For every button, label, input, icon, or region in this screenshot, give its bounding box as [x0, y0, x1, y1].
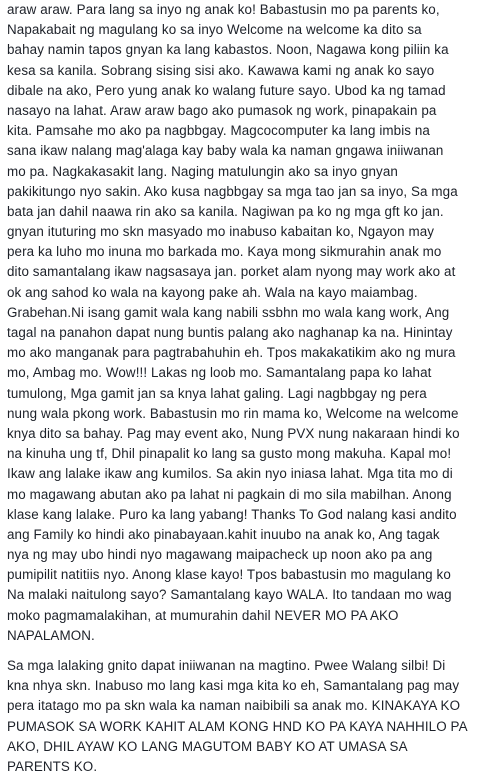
- text-line: bahay namin tapos gnyan ka lang kabastos. Noon, Nagawa kong piliin ka: [7, 42, 449, 58]
- text-line: mo ako manganak para pagtrabahuhin eh. Tpos makakatikim ako ng mura: [7, 345, 456, 361]
- text-line: Ikaw ang lalake ikaw ang kumilos. Sa akin nyo iniasa lahat. Mga tita mo di: [7, 466, 453, 482]
- text-line: kita. Pamsahe mo ako pa nagbbgay. Magcocomputer ka lang imbis na: [7, 123, 430, 139]
- text-line: dibale na ako, Pero yung anak ko walang future sayo. Ubod ka ng tamad: [7, 82, 446, 98]
- text-line: na kinuha ung tf, Dhil pinapalit ko lang sa gusto mong makuha. Kapal mo!: [7, 446, 452, 462]
- text-line: Na malaki naitulong sayo? Samantalang kayo WALA. Ito tandaan mo wag: [7, 587, 452, 603]
- text-line: nya ng may ubo hindi nyo magawang maipacheck up noon ako pa ang: [7, 547, 433, 563]
- text-line: tumulong, Mga gamit jan sa knya lahat galing. Lagi nagbbgay ng pera: [7, 385, 427, 401]
- text-line: gnyan ituturing mo skn masyado mo inabuso kabaitan ko, Ngayon may: [7, 224, 435, 240]
- text-line: tagal na panahon dapat nung buntis palang ako naghanap ka na. Hinintay: [7, 325, 453, 340]
- text-line: Grabehan.Ni isang gamit wala kang nabili ssbhn mo wala kang work, Ang: [7, 304, 450, 320]
- text-line: Napakabait ng magulang ko sa inyo Welcome na welcome ka dito sa: [7, 22, 422, 38]
- text-line: bata jan dahil naawa rin ako sa kanila. Nagiwan pa ko ng mga gft ko jan.: [7, 203, 444, 219]
- text-line: pakikitungo nyo sakin. Ako kusa nagbbgay sa mga tao jan sa inyo, Sa mga: [7, 183, 458, 199]
- text-line: NAPALAMON.: [7, 627, 95, 643]
- text-line: sana ikaw nalang mag'alaga kay baby wala ka naman gngawa iniiwanan: [7, 143, 444, 159]
- text-line: nasayo na lahat. Araw araw bago ako pumasok ng work, pinapakain pa: [7, 102, 437, 118]
- text-line: PUMASOK SA WORK KAHIT ALAM KONG HND KO PA KAYA NAHHILO PA: [7, 718, 468, 734]
- text-line: mo pa. Nagkakasakit lang. Naging matulungin ako sa inyo gnyan: [7, 163, 398, 179]
- text-line: dito samantalang ikaw nagsasaya jan. porket alam nyong may work ako at: [7, 264, 456, 280]
- paragraph-2: [7, 656, 483, 777]
- text-line: pera itatago mo pa skn wala ka naman naibibili sa anak mo. KINAKAYA KO: [7, 698, 461, 714]
- text-line: PARENTS KO.: [7, 758, 98, 774]
- text-line: knya dito sa bahay. Pag may event ako, Nung PVX nung nakaraan hindi ko: [7, 425, 460, 441]
- text-line: mo magawang abutan ako pa lahat ni pagkain di mo sila mabilhan. Anong: [7, 486, 452, 502]
- text-line: araw araw. Para lang sa inyo ng anak ko! Babastusin mo pa parents ko,: [7, 2, 440, 17]
- text-line: kna nhya skn. Inabuso mo lang kasi mga kita ko eh, Samantalang pag may: [7, 678, 460, 694]
- text-line: mo, Ambag mo. Wow!!! Lakas ng loob mo. Samantalang papa ko lahat: [7, 365, 432, 381]
- text-line: ok ang sahod ko wala na kayong pake ah. Wala na kayo maiambag.: [7, 284, 418, 300]
- text-line: Sa mga lalaking gnito dapat iniiwanan na magtino. Pwee Walang silbi! Di: [7, 658, 446, 673]
- text-line: AKO, DHIL AYAW KO LANG MAGUTOM BABY KO AT UMASA SA: [7, 738, 408, 754]
- text-line: nung wala pkong work. Babastusin mo rin mama ko, Welcome na welcome: [7, 405, 459, 421]
- text-line: pumipilit natitiis nyo. Anong klase kayo! Tpos babastusin mo magulang ko: [7, 567, 451, 583]
- text-line: ang Family ko hindi ako pinabayaan.kahit inuubo na anak ko, Ang tagak: [7, 526, 440, 542]
- paragraph-1: [7, 0, 483, 646]
- post-body: [7, 0, 483, 777]
- text-line: kesa sa kanila. Sobrang sising sisi ako. Kawawa kami ng anak ko sayo: [7, 62, 435, 78]
- text-line: klase kang lalake. Puro ka lang yabang! Thanks To God nalang kasi andito: [7, 506, 457, 522]
- text-line: pera ka luho mo inuna mo barkada mo. Kaya mong sikmurahin anak mo: [7, 244, 442, 260]
- text-line: moko pagmamalakihan, at mumurahin dahil NEVER MO PA AKO: [7, 607, 399, 623]
